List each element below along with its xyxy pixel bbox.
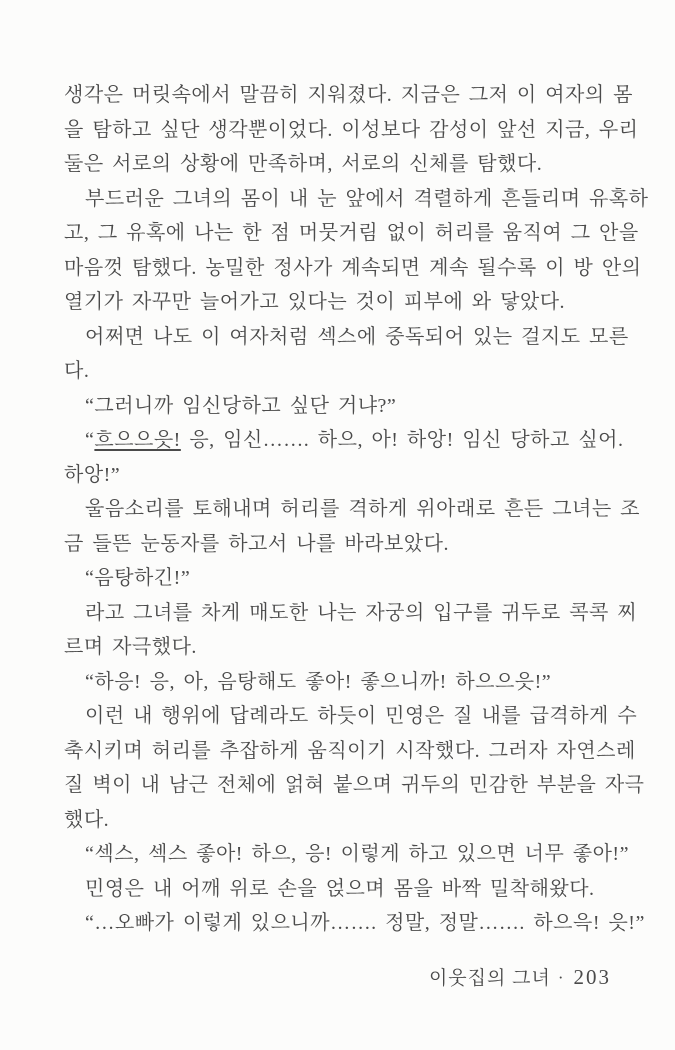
footer — [429, 963, 611, 990]
text-line: 축시키며 허리를 추잡하게 움직이기 시작했다. 그러자 자연스레 — [64, 739, 636, 762]
text-line: 질 벽이 내 남근 전체에 얽혀 붙으며 귀두의 민감한 부분을 자극 — [64, 774, 645, 796]
text-line: 고, 그 유혹에 나는 한 점 머뭇거림 없이 허리를 움직여 그 안을 — [64, 222, 639, 244]
page-text — [64, 78, 649, 941]
text-line: 생각은 머릿속에서 말끔히 지워졌다. 지금은 그저 이 여자의 몸 — [64, 84, 633, 106]
text-line: 열기가 자꾸만 늘어가고 있다는 것이 피부에 와 닿았다. — [64, 291, 566, 313]
text-line: 부드러운 그녀의 몸이 내 눈 앞에서 격렬하게 흔들리며 유혹하 — [85, 187, 649, 210]
text-line: “그러니까 임신당하고 싶단 거냐?” — [85, 394, 397, 417]
text-line: 라고 그녀를 차게 매도한 나는 자궁의 입구를 귀두로 콕콕 찌 — [85, 601, 638, 624]
text-line: 하앙!” — [64, 463, 121, 486]
text-line: “섹스, 섹스 좋아! 하으, 응! 이렇게 하고 있으면 너무 좋아!” — [85, 843, 629, 865]
text-line: 르며 자극했다. — [64, 636, 197, 658]
text-segment: 응, 임신……. 하으, 아! 하앙! 임신 당하고 싶어. — [180, 429, 624, 451]
text-line: 둘은 서로의 상황에 만족하며, 서로의 신체를 탐했다. — [64, 153, 543, 175]
text-line: 이런 내 행위에 답례라도 하듯이 민영은 질 내를 급격하게 수 — [85, 705, 638, 727]
text-line: “음탕하긴!” — [85, 567, 191, 589]
underlined-text: 흐으으읏! — [94, 429, 181, 451]
text-line: 마음껏 탐했다. 농밀한 정사가 계속되면 계속 될수록 이 방 안의 — [64, 256, 642, 279]
text-line: 민영은 내 어깨 위로 손을 얹으며 몸을 바짝 밀착해왔다. — [85, 877, 595, 900]
text-line: 을 탐하고 싶단 생각뿐이었다. 이성보다 감성이 앞선 지금, 우리 — [64, 118, 639, 141]
book-title: 이웃집의 그녀 — [428, 968, 551, 989]
text-line — [64, 423, 624, 458]
text-line: 울음소리를 토해내며 허리를 격하게 위아래로 흔든 그녀는 조 — [85, 498, 640, 520]
page-number: 203 — [573, 965, 611, 989]
text-line: 했다. — [64, 808, 110, 831]
separator-dot: · — [557, 968, 565, 987]
text-segment: “ — [85, 429, 95, 451]
text-line: “…오빠가 이렇게 있으니까……. 정말, 정말……. 하으윽! 읏!” — [85, 912, 645, 934]
text-line: 다. — [64, 360, 90, 382]
text-line: “하응! 응, 아, 음탕해도 좋아! 좋으니까! 하으으읏!” — [85, 670, 552, 693]
text-line: 어쩌면 나도 이 여자처럼 섹스에 중독되어 있는 걸지도 모른 — [85, 325, 629, 348]
text-line: 금 들뜬 눈동자를 하고서 나를 바라보았다. — [64, 532, 449, 555]
